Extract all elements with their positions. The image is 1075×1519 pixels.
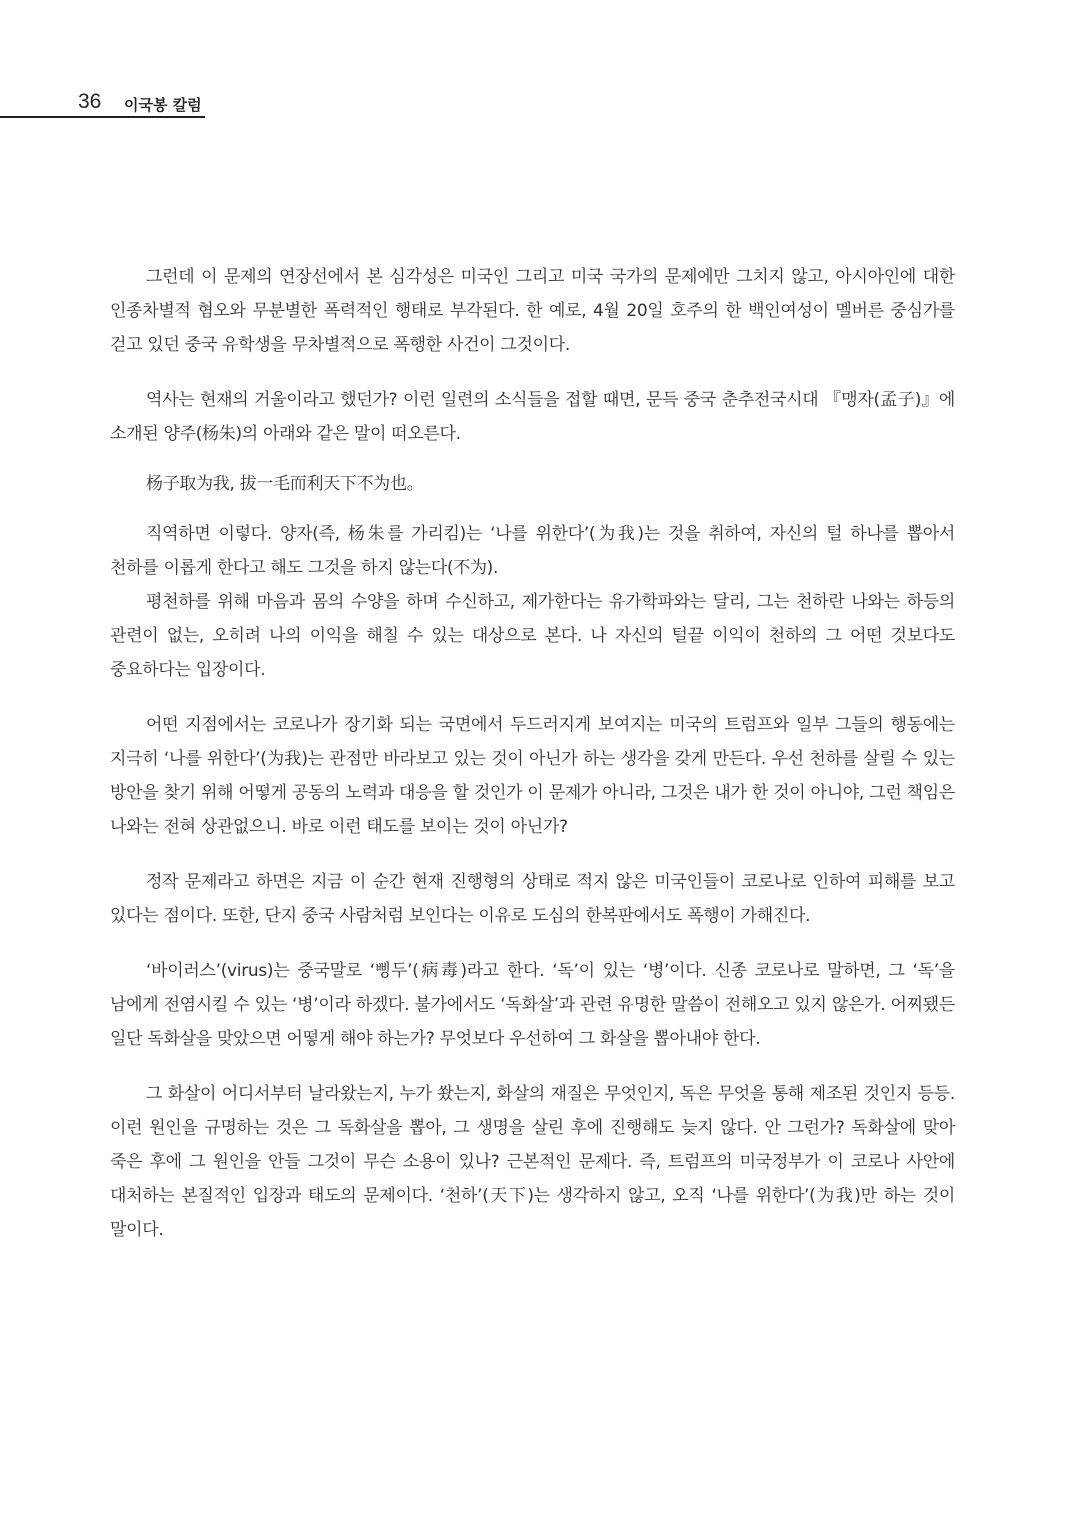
paragraph-gap: [110, 362, 955, 383]
paragraph-5: 어떤 지점에서는 코로나가 장기화 되는 국면에서 두드러지게 보여지는 미국의 트럼프와 일부 그들의 행동에는 지극히 ‘나를 위한다’(为我)는 관점만 바라보고 있는 것이 아닌가 하는 생각을 갖게 만든다. 우선 천하를 살릴 수 있는 방안을 찾기 위해 어떻게 공동의 노력과 대응을 할 것인가 이 문제가 아니라, 그것은 내가 한 것이 아니야, 그런 책임은 나와는 전혀 상관없으니. 바로 이런 태도를 보이는 것이 아닌가?: [110, 715, 955, 837]
paragraph-4: 평천하를 위해 마음과 몸의 수양을 하며 수신하고, 제가한다는 유가학파와는 달리, 그는 천하란 나와는 하등의 관련이 없는, 오히려 나의 이익을 해칠 수 있는 대상으로 본다. 나 자신의 털끝 이익이 천하의 그 어떤 것보다도 중요하다는 입장이다.: [110, 592, 955, 680]
paragraph-1: 그런데 이 문제의 연장선에서 본 심각성은 미국인 그리고 미국 국가의 문제에만 그치지 않고, 아시아인에 대한 인종차별적 혐오와 무분별한 폭력적인 행태로 부각된다. 한 예로, 4월 20일 호주의 한 백인여성이 멜버른 중심가를 걷고 있던 중국 유학생을 무차별적으로 폭행한 사건이 그것이다.: [110, 267, 955, 355]
paragraph-8: 그 화살이 어디서부터 날라왔는지, 누가 쐈는지, 화살의 재질은 무엇인지, 독은 무엇을 통해 제조된 것인지 등등. 이런 원인을 규명하는 것은 그 독화살을 뽑아, 그 생명을 살린 후에 진행해도 늦지 않다. 안 그런가? 독화살에 맞아 죽은 후에 그 원인을 안들 그것이 무슨 소용이 있나? 근본적인 문제다. 즉, 트럼프의 미국정부가 이 코로나 사안에 대처하는 본질적인 입장과 태도의 문제이다. ‘천하’(天下)는 생각하지 않고, 오직 ‘나를 위한다’(为我)만 하는 것이 말이다.: [110, 1084, 955, 1240]
paragraph-6: 정작 문제라고 하면은 지금 이 순간 현재 진행형의 상태로 적지 않은 미국인들이 코로나로 인하여 피해를 보고 있다는 점이다. 또한, 단지 중국 사람처럼 보인다는 이유로 도심의 한복판에서도 폭행이 가해진다.: [110, 872, 955, 926]
page-header: [0, 88, 205, 118]
paragraph-7: ‘바이러스’(virus)는 중국말로 ‘삥두’(病毒)라고 한다. ‘독’이 있는 ‘병’이다. 신종 코로나로 말하면, 그 ‘독’을 남에게 전염시킬 수 있는 ‘병’이라 하겠다. 불가에서도 ‘독화살’과 관련 유명한 말씀이 전해오고 있지 않은가. 어찌됐든 일단 독화살을 맞았으면 어떻게 해야 하는가? 무엇보다 우선하여 그 화살을 뽑아내야 한다.: [110, 961, 955, 1049]
paragraph-2: 역사는 현재의 거울이라고 했던가? 이런 일련의 소식들을 접할 때면, 문득 중국 춘추전국시대 『맹자(孟子)』에 소개된 양주(杨朱)의 아래와 같은 말이 떠오른다.: [110, 390, 955, 444]
paragraph-gap: [110, 844, 955, 865]
paragraph-gap: [110, 933, 955, 954]
quote-chinese: 杨子取为我, 拔一毛而利天下不为也。: [146, 474, 424, 494]
paragraph-3: 직역하면 이렇다. 양자(즉, 杨朱를 가리킴)는 ‘나를 위한다’(为我)는 것을 취하여, 자신의 털 하나를 뽑아서 천하를 이롭게 한다고 해도 그것을 하지 않는다(不为).: [110, 524, 955, 578]
article-body: [110, 260, 955, 1247]
column-title: 이국봉 칼럼: [124, 96, 202, 114]
paragraph-gap: [110, 1056, 955, 1077]
header-rule: [0, 116, 205, 118]
paragraph-gap: [110, 451, 955, 467]
paragraph-gap: [110, 687, 955, 708]
page-number: 36: [78, 90, 102, 113]
paragraph-gap: [110, 501, 955, 517]
